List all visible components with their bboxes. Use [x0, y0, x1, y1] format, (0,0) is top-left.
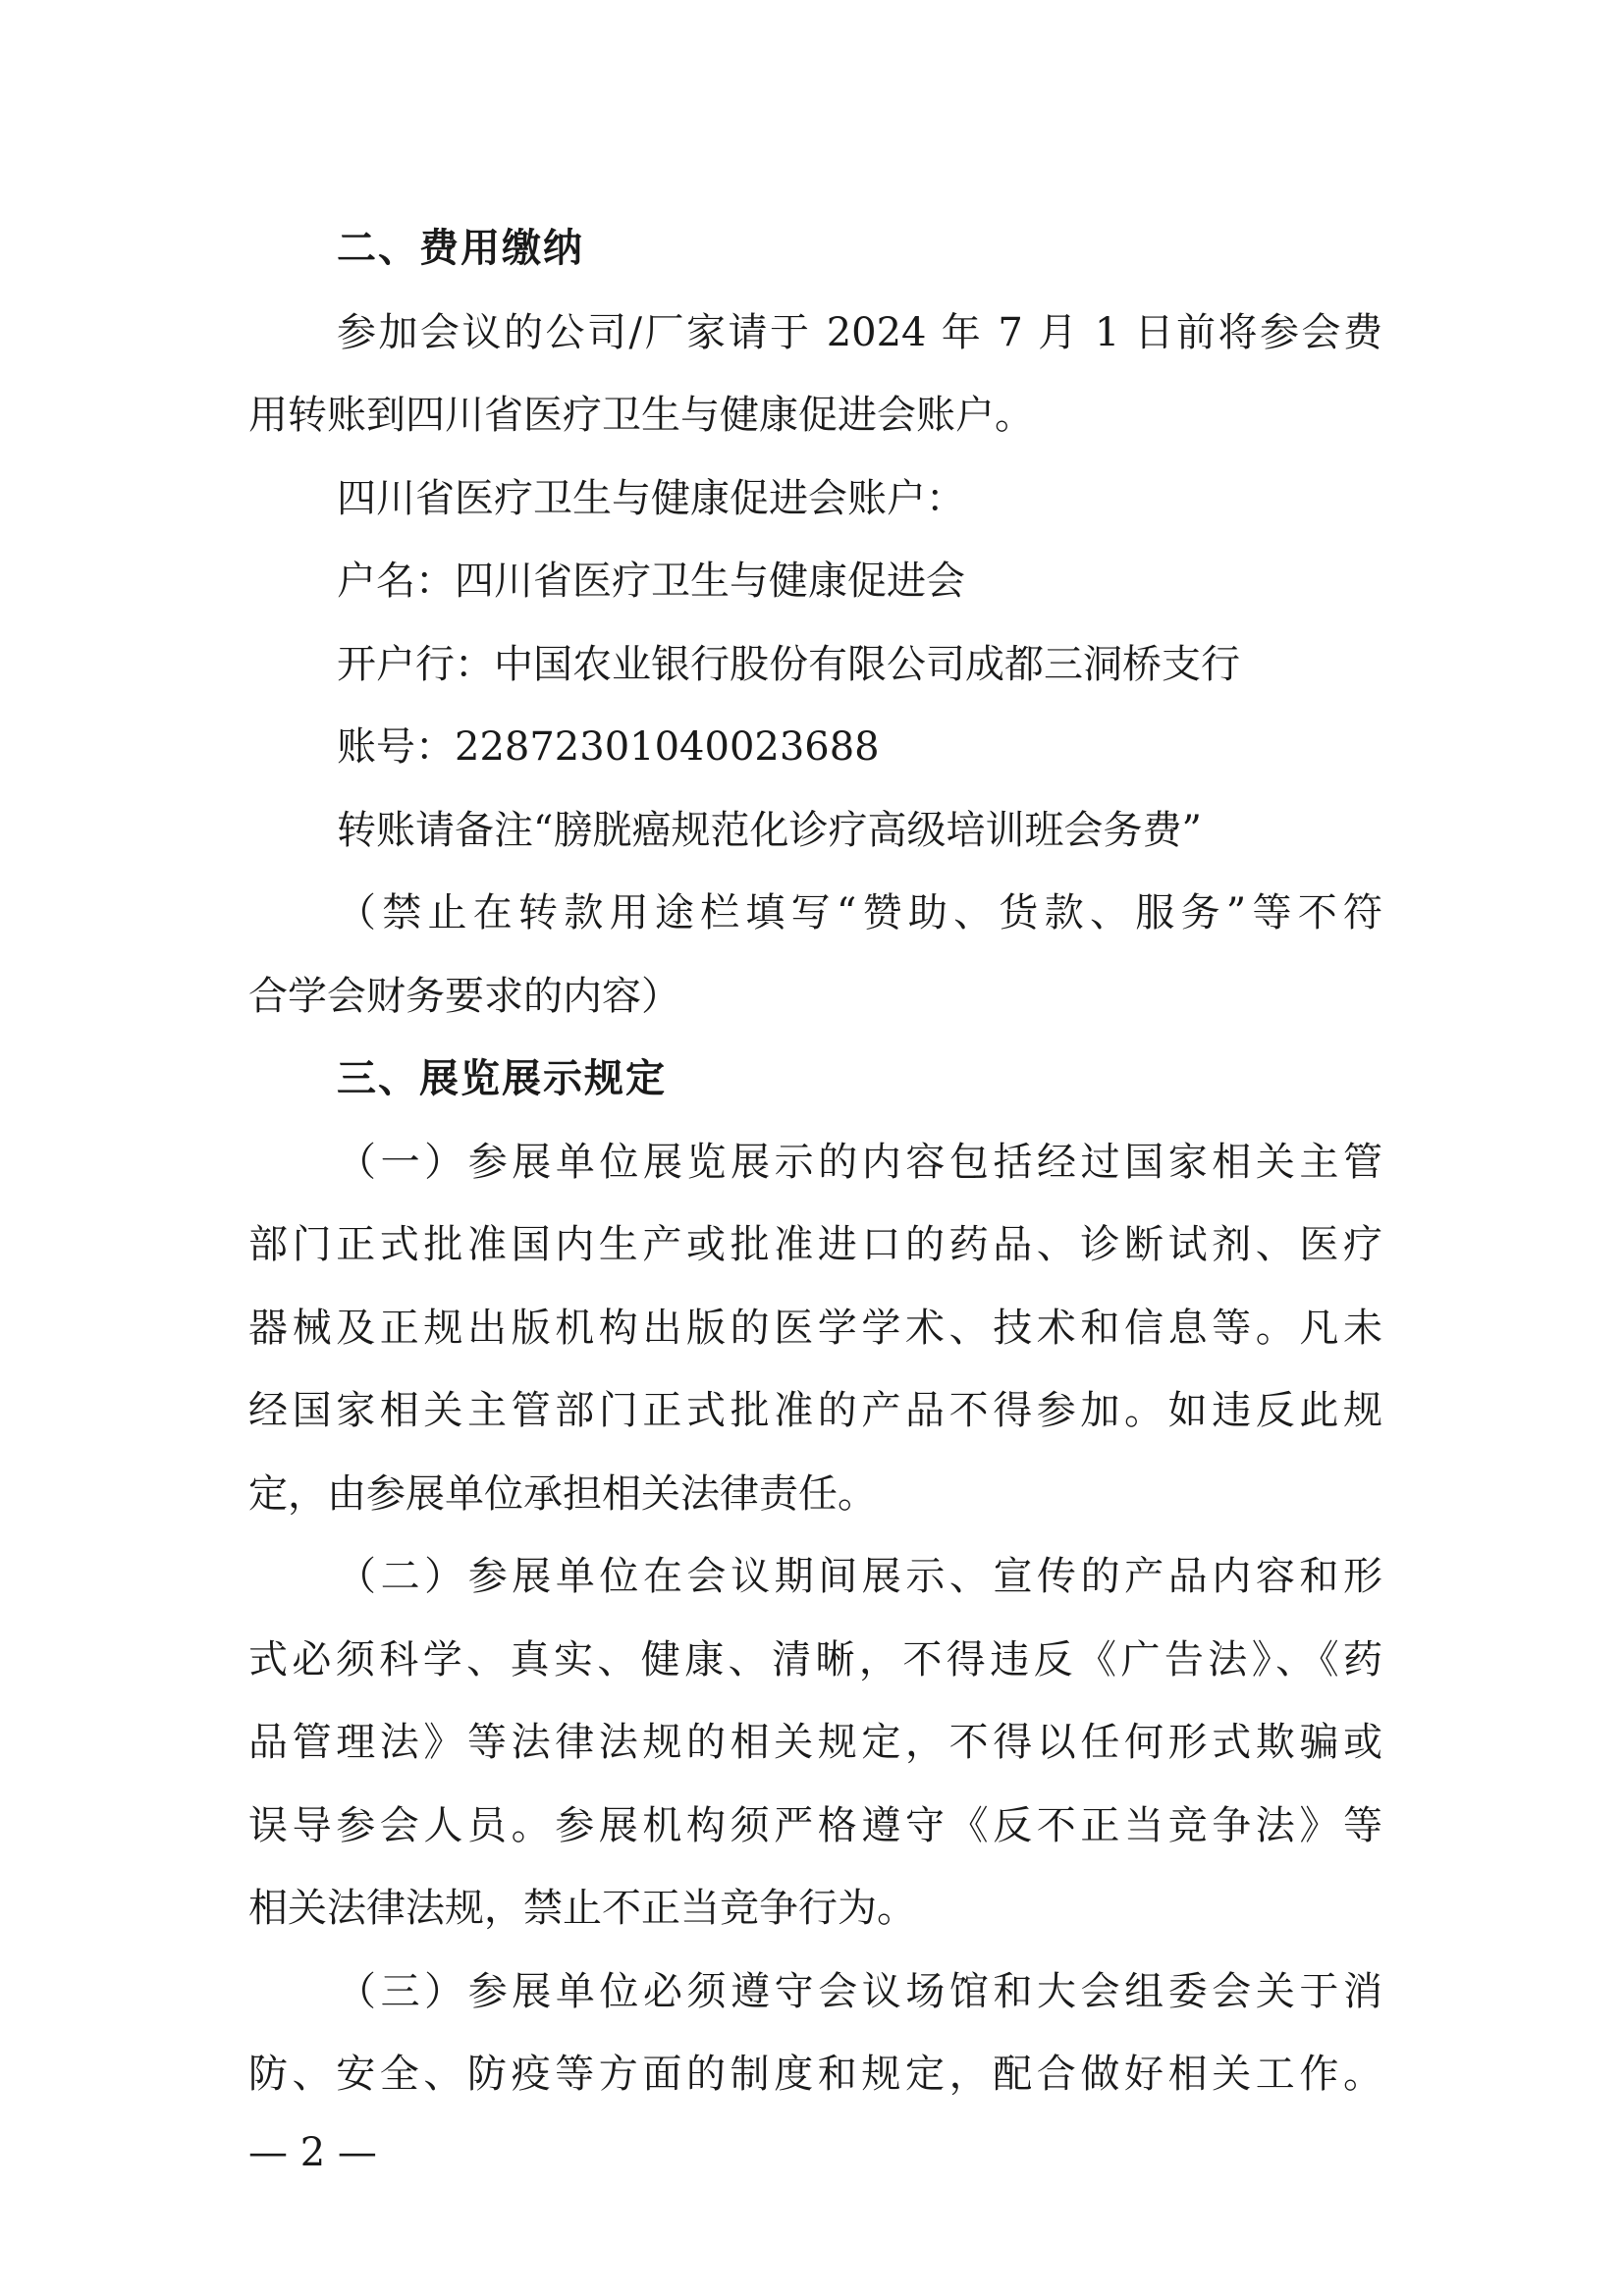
- paragraph-line: 相关法律法规，禁止不正当竞争行为。: [248, 1886, 916, 1931]
- paragraph-line: 经国家相关主管部门正式批准的产品不得参加。如违反此规: [248, 1388, 1382, 1433]
- section-heading-exhibition: 三、展览展示规定: [337, 1056, 667, 1101]
- paragraph-line: 定，由参展单位承担相关法律责任。: [248, 1471, 877, 1517]
- paragraph-line: （一）参展单位展览展示的内容包括经过国家相关主管: [337, 1140, 1382, 1185]
- page-number: — 2 —: [248, 2130, 377, 2175]
- paragraph-line: （三）参展单位必须遵守会议场馆和大会组委会关于消: [337, 1969, 1382, 2014]
- paragraph-line: 式必须科学、真实、健康、清晰，不得违反《广告法》、《药: [248, 1637, 1382, 1682]
- section-heading-fees: 二、费用缴纳: [337, 226, 584, 271]
- paragraph-line: 合学会财务要求的内容）: [248, 974, 680, 1019]
- transfer-remark: 转账请备注“膀胱癌规范化诊疗高级培训班会务费”: [337, 808, 1202, 853]
- paragraph-line: 部门正式批准国内生产或批准进口的药品、诊断试剂、医疗: [248, 1222, 1382, 1267]
- account-number: 账号：22872301040023688: [337, 724, 880, 770]
- account-bank: 开户行：中国农业银行股份有限公司成都三洞桥支行: [337, 642, 1240, 687]
- paragraph-line: （禁止在转款用途栏填写“赞助、货款、服务”等不符: [337, 890, 1382, 935]
- paragraph-line: 参加会议的公司/厂家请于 2024 年 7 月 1 日前将参会费: [337, 310, 1382, 355]
- paragraph-line: 误导参会人员。参展机构须严格遵守《反不正当竞争法》等: [248, 1803, 1382, 1848]
- paragraph-line: 品管理法》等法律法规的相关规定，不得以任何形式欺骗或: [248, 1720, 1382, 1765]
- paragraph-line: （二）参展单位在会议期间展示、宣传的产品内容和形: [337, 1554, 1382, 1599]
- account-name: 户名：四川省医疗卫生与健康促进会: [337, 559, 965, 604]
- paragraph-line: 防、安全、防疫等方面的制度和规定，配合做好相关工作。: [248, 2052, 1382, 2097]
- paragraph-line: 用转账到四川省医疗卫生与健康促进会账户。: [248, 393, 1034, 438]
- account-title: 四川省医疗卫生与健康促进会账户：: [337, 476, 965, 521]
- paragraph-line: 器械及正规出版机构出版的医学学术、技术和信息等。凡未: [248, 1306, 1382, 1351]
